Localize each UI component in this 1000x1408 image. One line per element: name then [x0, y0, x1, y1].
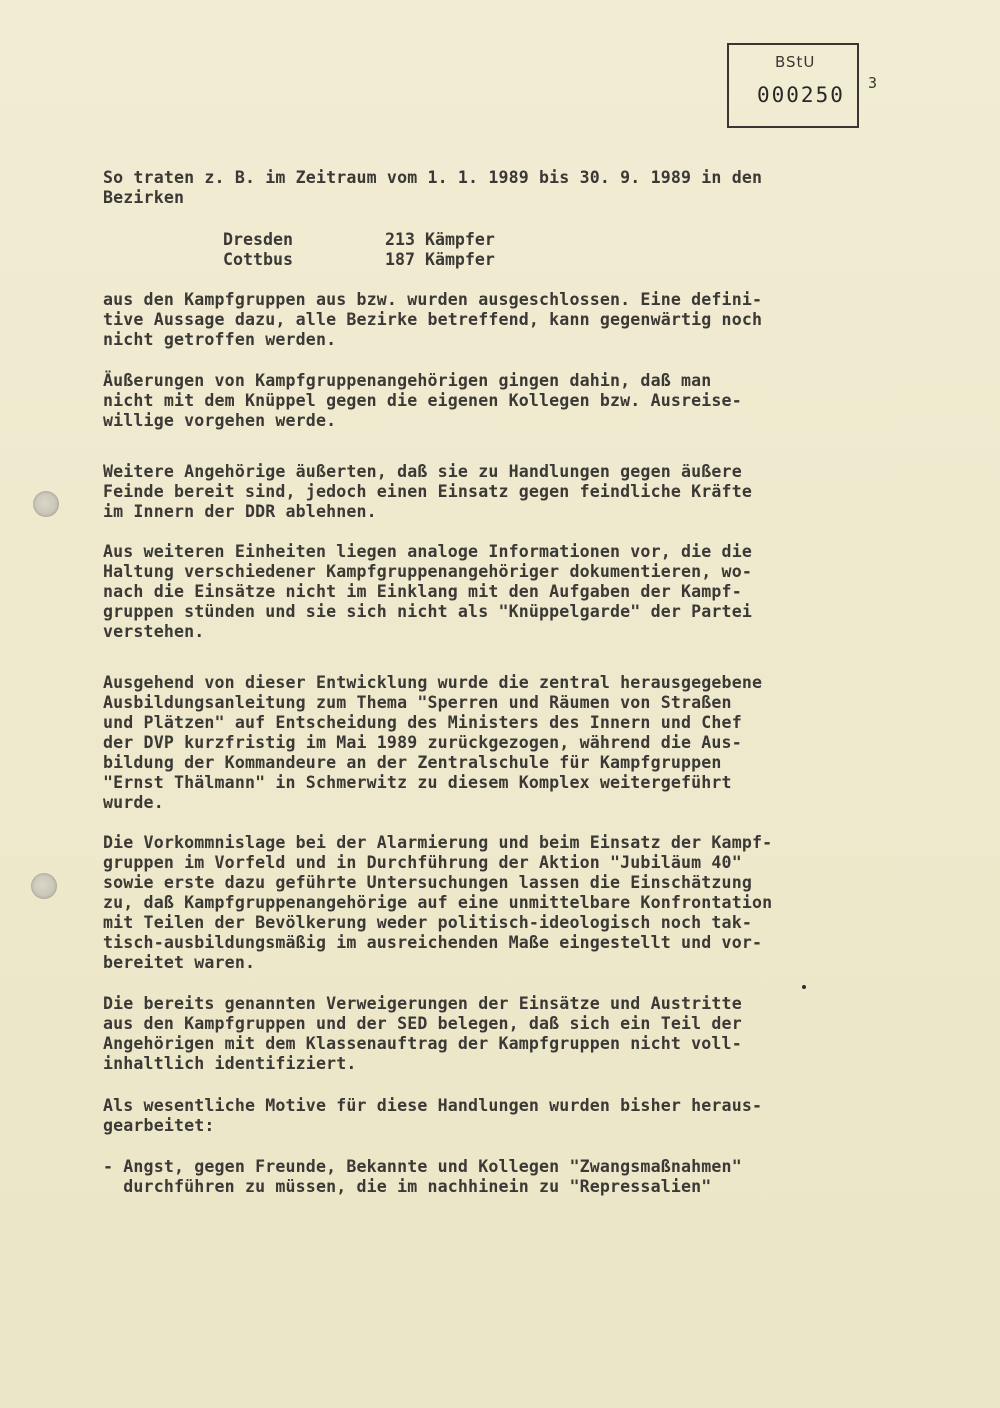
- paragraph-further-members: Weitere Angehörige äußerten, daß sie zu Handlungen gegen äußere Feinde bereit sind, jedoch einen Einsatz gegen feindliche Kräfte im Innern der DDR ablehnen.: [103, 462, 752, 521]
- stats-row: [223, 230, 495, 250]
- archive-stamp: [727, 43, 859, 128]
- intro-paragraph: So traten z. B. im Zeitraum vom 1. 1. 1989 bis 30. 9. 1989 in den Bezirken: [103, 168, 763, 207]
- paragraph-statements: Äußerungen von Kampfgruppenangehörigen gingen dahin, daß man nicht mit dem Knüppel gegen die eigenen Kollegen bzw. Ausreise- willige vorgehen werde.: [103, 371, 742, 430]
- stats-row: [223, 250, 495, 270]
- paragraph-motives-intro: Als wesentliche Motive für diese Handlungen wurden bisher heraus- gearbeitet:: [103, 1096, 763, 1135]
- punch-hole-lower: [31, 873, 57, 899]
- paragraph-incident-situation: Die Vorkommnislage bei der Alarmierung und beim Einsatz der Kampf- gruppen im Vorfeld und in Durchführung der Aktion "Jubiläum 40" sowie erste dazu geführte Untersuchungen lassen die Einschätzung zu, daß Kampfgruppenangehörige auf eine unmittelbare Konfrontation mit Teilen der Bevölkerung weder politisch-ideologisch noch tak- tisch-ausbildungsmäßig im ausreichenden Maße eingestellt und vor- bereitet waren.: [103, 833, 773, 972]
- motive-list-item: - Angst, gegen Freunde, Bekannte und Kollegen "Zwangsmaßnahmen" durchführen zu müssen, die im nachhinein zu "Repressalien": [103, 1157, 742, 1196]
- stamp-number: 000250: [757, 83, 845, 107]
- stats-district: Cottbus: [223, 250, 293, 269]
- ink-dot: [802, 985, 806, 989]
- paragraph-refusals: Die bereits genannten Verweigerungen der Einsätze und Austritte aus den Kampfgruppen und der SED belegen, daß sich ein Teil der Angehörigen mit dem Klassenauftrag der Kampfgruppen nicht voll- inhaltlich identifiziert.: [103, 994, 742, 1073]
- stats-count: 187 Kämpfer: [385, 250, 495, 269]
- district-stats: [223, 230, 495, 270]
- page-number: 3: [868, 74, 878, 92]
- stamp-label: BStU: [775, 53, 816, 71]
- paragraph-training-guide: Ausgehend von dieser Entwicklung wurde die zentral herausgegebene Ausbildungsanleitung zum Thema "Sperren und Räumen von Straßen und Plätzen" auf Entscheidung des Ministers des Innern und Chef der DVP kurzfristig im Mai 1989 zurückgezogen, während die Aus- bildung der Kommandeure an der Zentralschule für Kampfgruppen "Ernst Thälmann" in Schmerwitz zu diesem Komplex weitergeführt wurde.: [103, 673, 763, 812]
- stats-district: Dresden: [223, 230, 293, 249]
- stats-count: 213 Kämpfer: [385, 230, 495, 249]
- paragraph-other-units: Aus weiteren Einheiten liegen analoge Informationen vor, die die Haltung verschiedener Kampfgruppenangehöriger dokumentieren, wo- nach die Einsätze nicht im Einklang mit den Aufgaben der Kampf- gruppen stünden und sie sich nicht als "Knüppelgarde" der Partei verstehen.: [103, 542, 752, 641]
- paragraph-exits: aus den Kampfgruppen aus bzw. wurden ausgeschlossen. Eine defini- tive Aussage dazu, alle Bezirke betreffend, kann gegenwärtig noch nicht getroffen werden.: [103, 290, 763, 349]
- punch-hole-upper: [33, 491, 59, 517]
